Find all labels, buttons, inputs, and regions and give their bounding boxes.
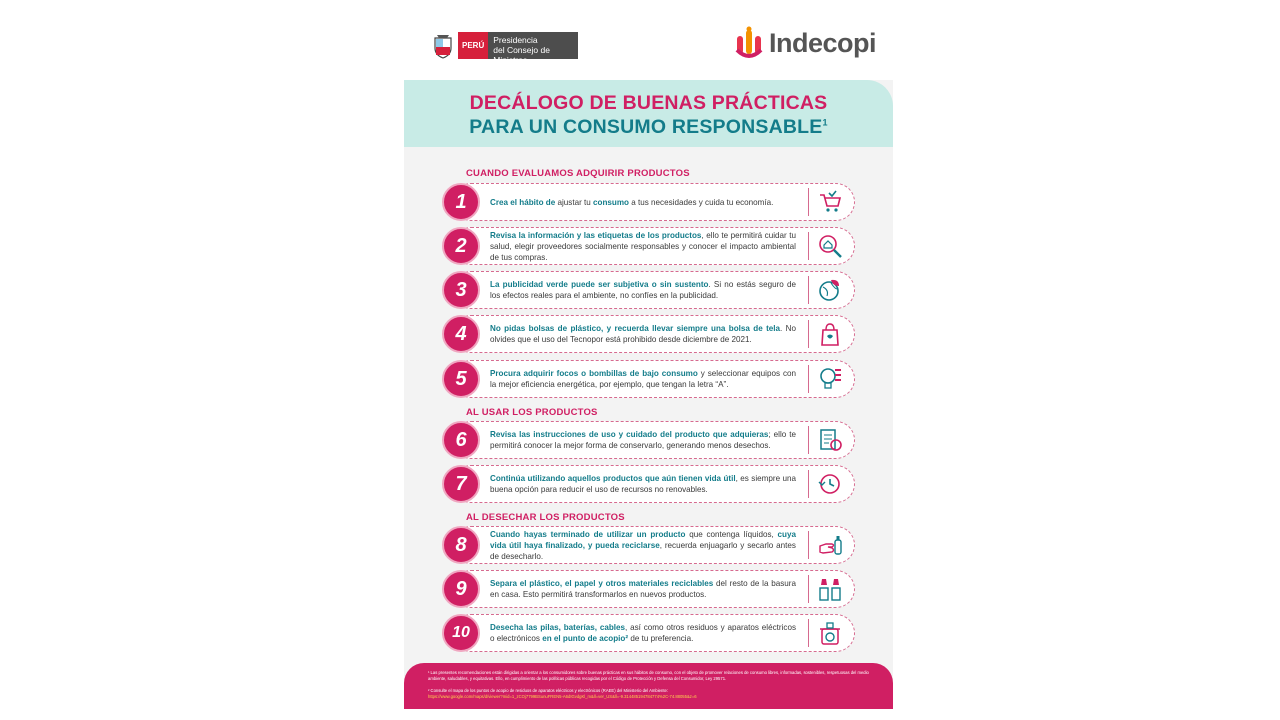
practice-item-4 [442, 315, 855, 353]
practice-divider [808, 320, 809, 348]
magnifier-house-icon [817, 233, 843, 259]
practice-divider [808, 188, 809, 216]
footnote-link[interactable]: https://www.google.com/maps/d/viewer?mid=1_zCOj7799BSunuFREN5-A6dIGvdgKl_m&ll=ver_US&ll=-9.314485194784774%2C-74.88055&z=6 [428, 693, 697, 699]
practice-divider [808, 470, 809, 498]
government-logo [432, 32, 578, 65]
practice-item-6 [442, 421, 855, 459]
indecopi-mark-icon [735, 26, 765, 60]
coat-of-arms-icon [432, 33, 454, 59]
rinse-bottle-icon [817, 532, 843, 558]
poster [404, 80, 893, 709]
practice-number: 6 [442, 421, 480, 459]
practice-divider [808, 575, 809, 603]
practice-item-5 [442, 360, 855, 398]
practice-item-10 [442, 614, 855, 652]
practice-number: 7 [442, 465, 480, 503]
shopping-cart-icon [817, 189, 843, 215]
practice-item-1 [442, 183, 855, 221]
practice-number: 9 [442, 570, 480, 608]
practice-number: 3 [442, 271, 480, 309]
practice-number: 8 [442, 526, 480, 564]
practice-text: Procura adquirir focos o bombillas de bajo consumo y seleccionar equipos con la mejor eficiencia energética, por ejemplo, que tengan la letra “A”. [490, 369, 796, 389]
practice-text: La publicidad verde puede ser subjetiva o sin sustento. Si no estás seguro de los efectos reales para el ambiente, no confíes en la publicidad. [490, 280, 796, 300]
section-heading-evaluate: CUANDO EVALUAMOS ADQUIRIR PRODUCTOS [466, 168, 690, 179]
cloth-bag-icon [817, 321, 843, 347]
brand-name: Indecopi [769, 27, 877, 58]
practice-divider [808, 232, 809, 260]
reuse-clock-icon [817, 471, 843, 497]
footnote-1: ¹ Las presentes recomendaciones están dirigidas a orientar a los consumidores sobre buenas prácticas en sus hábitos de consumo, con el objeto de promover relaciones de consumo libres, informadas, sostenibles, respetuosas del medio ambiente, saludables, y equitativas. Ello, en cumplimiento de las políticas públicas recogidas por el Código de Protección y Defensa del Consumidor, Ley 29571. [428, 670, 869, 681]
practice-divider [808, 276, 809, 304]
peru-label: PERÚ [458, 32, 488, 59]
practice-number: 1 [442, 183, 480, 221]
recycle-bins-icon [817, 576, 843, 602]
practice-text: Cuando hayas terminado de utilizar un producto que contenga líquidos, cuya vida útil haya finalizado, y pueda reciclarse, recuerda enjuagarlo y secarlo antes de desecharlo. [490, 529, 796, 561]
practice-text: Revisa las instrucciones de uso y cuidado del producto que adquieras; ello te permitirá conocer la mejor forma de conservarlo, generando menos desechos. [490, 430, 796, 450]
practice-divider [808, 531, 809, 559]
practice-divider [808, 619, 809, 647]
practice-number: 2 [442, 227, 480, 265]
practice-item-3 [442, 271, 855, 309]
indecopi-logo [735, 26, 876, 60]
practice-item-2 [442, 227, 855, 265]
light-bulb-icon [817, 366, 843, 392]
practice-number: 10 [442, 614, 480, 652]
section-heading-use: AL USAR LOS PRODUCTOS [466, 407, 598, 418]
practice-item-8 [442, 526, 855, 564]
practice-item-9 [442, 570, 855, 608]
poster-title-line2: PARA UN CONSUMO RESPONSABLE$^1$ [469, 116, 828, 138]
practice-number: 4 [442, 315, 480, 353]
practice-divider [808, 426, 809, 454]
ewaste-bin-icon [817, 620, 843, 646]
practice-number: 5 [442, 360, 480, 398]
footnotes [404, 663, 893, 709]
practice-item-7 [442, 465, 855, 503]
globe-leaf-icon [817, 277, 843, 303]
practice-text: Continúa utilizando aquellos productos que aún tienen vida útil, es siempre una buena opción para reducir el uso de recursos no renovables. [490, 474, 796, 494]
practice-text: Separa el plástico, el papel y otros materiales reciclables del resto de la basura en casa. Esto permitirá transformarlos en nuevos productos. [490, 579, 796, 599]
practice-text: No pidas bolsas de plástico, y recuerda llevar siempre una bolsa de tela. No olvides que el uso del Tecnopor está prohibido desde diciembre de 2021. [490, 324, 796, 344]
instructions-icon [817, 427, 843, 453]
practice-text: Revisa la información y las etiquetas de los productos, ello te permitirá cuidar tu salud, elegir proveedores socialmente responsables y conocer el impacto ambiental de tus compras. [490, 230, 797, 262]
practice-text: Crea el hábito de ajustar tu consumo a tus necesidades y cuida tu economía. [490, 197, 774, 207]
footnote-2: ² Consulte el mapa de los puntos de acopio de residuos de aparatos eléctricos y electrónicos (RAEE) del Ministerio del Ambiente: https://www.google.com/maps/d/viewer?mid=1_zCOj7799BSunuFREN5-A6dIGvdgKl_m&ll=ver_US&ll=-9.314485194784774%2C-74.88055&z=6 [428, 688, 697, 699]
section-heading-dispose: AL DESECHAR LOS PRODUCTOS [466, 512, 625, 523]
poster-title-line1: DECÁLOGO DE BUENAS PRÁCTICAS [469, 92, 828, 114]
practice-divider [808, 365, 809, 393]
practice-text: Desecha las pilas, baterías, cables, así como otros residuos y aparatos eléctricos o electrónicos en el punto de acopio² de tu preferencia. [490, 623, 796, 643]
pcm-label: Presidencia del Consejo de Ministros [488, 32, 578, 59]
